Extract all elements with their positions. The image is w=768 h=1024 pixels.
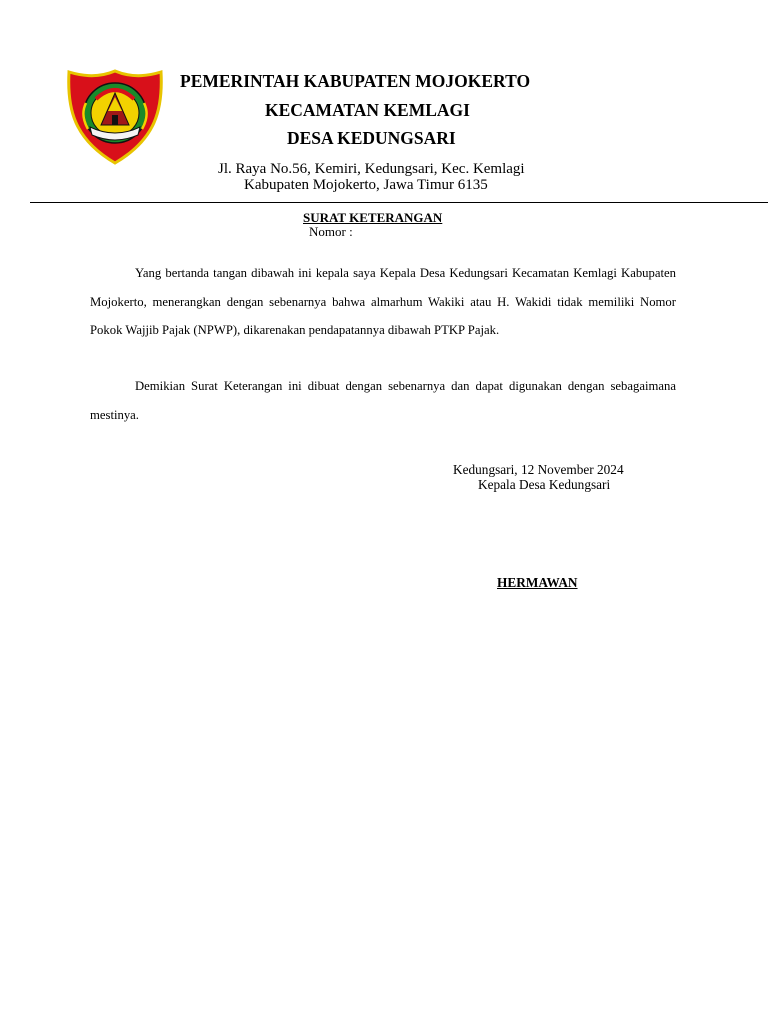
address-line-1: Jl. Raya No.56, Kemiri, Kedungsari, Kec. Kemlagi [218,161,525,177]
signer-name: HERMAWAN [497,575,578,590]
document-number-label: Nomor : [309,224,353,239]
body-paragraph-2 [90,372,676,429]
village-header-line: DESA KEDUNGSARI [287,128,456,148]
district-header-line: KECAMATAN KEMLAGI [265,100,470,120]
government-header-line: PEMERINTAH KABUPATEN MOJOKERTO [180,71,531,91]
address-line-2: Kabupaten Mojokerto, Jawa Timur 6135 [244,177,488,193]
signature-place-date: Kedungsari, 12 November 2024 [453,462,624,477]
document-title: SURAT KETERANGAN [303,210,443,225]
paragraph-text: Yang bertanda tangan dibawah ini kepala saya Kepala Desa Kedungsari Kecamatan Kemlagi Kabupaten Mojokerto, menerangkan dengan sebenarnya bahwa almarhum Wakiki atau H. Wakidi tidak memiliki Nomor Pokok Wajjib Pajak (NPWP), dikarenakan pendapatannya dibawah PTKP Pajak. [90,266,676,337]
signature-role: Kepala Desa Kedungsari [478,477,611,492]
letterhead-divider [30,202,768,203]
body-paragraph-1 [90,259,676,345]
mojokerto-regency-emblem-icon [66,69,164,165]
paragraph-text: Demikian Surat Keterangan ini dibuat dengan sebenarnya dan dapat digunakan dengan sebagaimana mestinya. [90,379,676,422]
